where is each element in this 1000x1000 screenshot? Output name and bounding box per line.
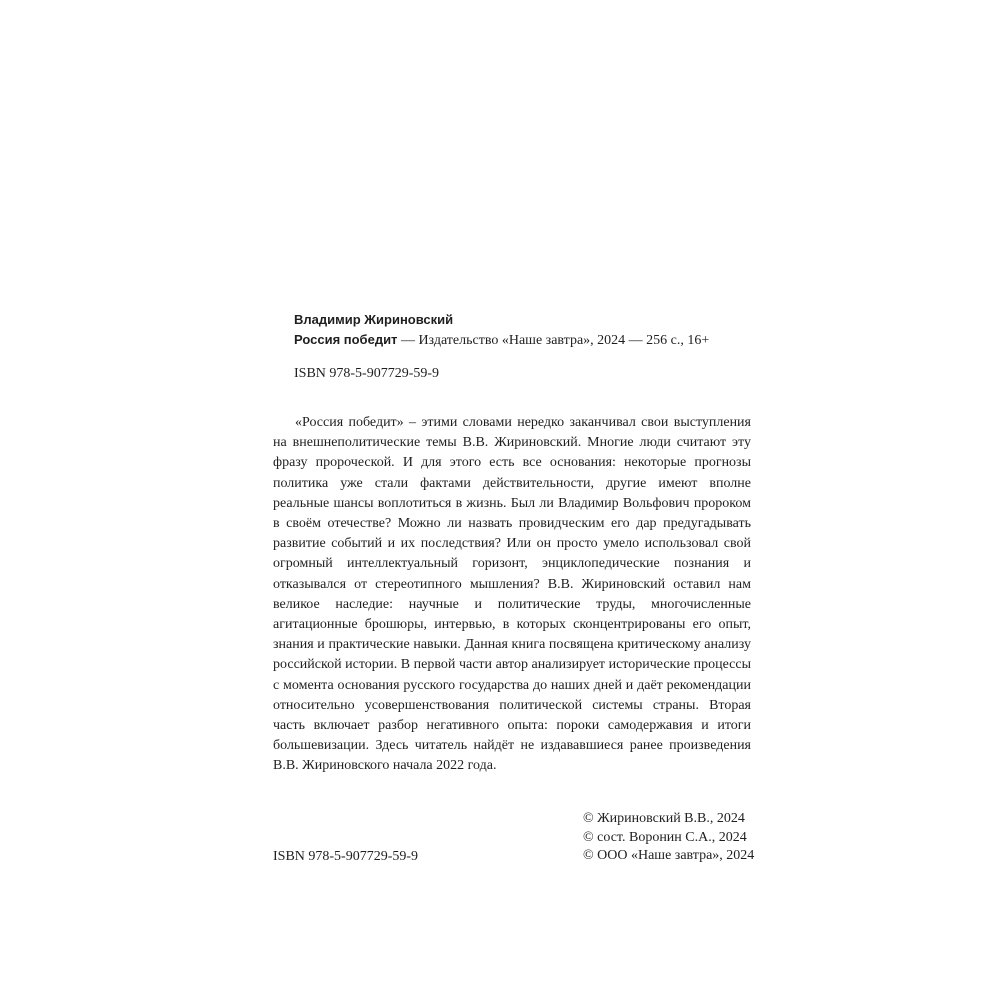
bibliographic-record [294,310,754,384]
publication-details: — Издательство «Наше завтра», 2024 — 256 с., 16+ [397,333,710,348]
copyright-line: © сост. Воронин С.А., 2024 [583,829,747,845]
copyright-line: © ООО «Наше завтра», 2024 [583,848,755,863]
annotation-paragraph: «Россия победит» – этими словами нередко заканчивал свои выступления на внешнеполитические темы В.В. Жириновский. Многие люди считают эту фразу пророческой. И для этого есть все основания: некоторые прогнозы политика уже стали фактами действительности, другие имеют вполне реальные шансы воплотиться в жизнь. Был ли Владимир Вольфович пророком в своём отечестве? Можно ли назвать провидческим его дар предугадывать развитие событий и их последствия? Или он просто умело использовал свой огромный интеллектуальный горизонт, энциклопедические познания и отказывался от стереотипного мышления? В.В. Жириновский оставил нам великое наследие: научные и политические труды, многочисленные агитационные брошюры, интервью, в которых сконцентрированы его опыт, знания и практические навыки. Данная книга посвящена критическому анализу российской истории. В первой части автор анализирует исторические процессы с момента основания русского государства до наших дней и даёт рекомендации относительно усовершенствования политической системы страны. Вторая часть включает разбор негативного опыта: пороки самодержавия и итоги большевизации. Здесь читатель найдёт не издававшиеся ранее произведения В.В. Жириновского начала 2022 года. [273,415,751,774]
book-title: Россия победит [294,332,398,347]
isbn-bottom: ISBN 978-5-907729-59-9 [273,849,419,864]
title-line [294,330,754,351]
copyright-line: © Жириновский В.В., 2024 [583,811,745,826]
author-name: Владимир Жириновский [294,312,454,327]
copyright-block [583,810,754,866]
isbn-top: ISBN 978-5-907729-59-9 [294,366,440,381]
